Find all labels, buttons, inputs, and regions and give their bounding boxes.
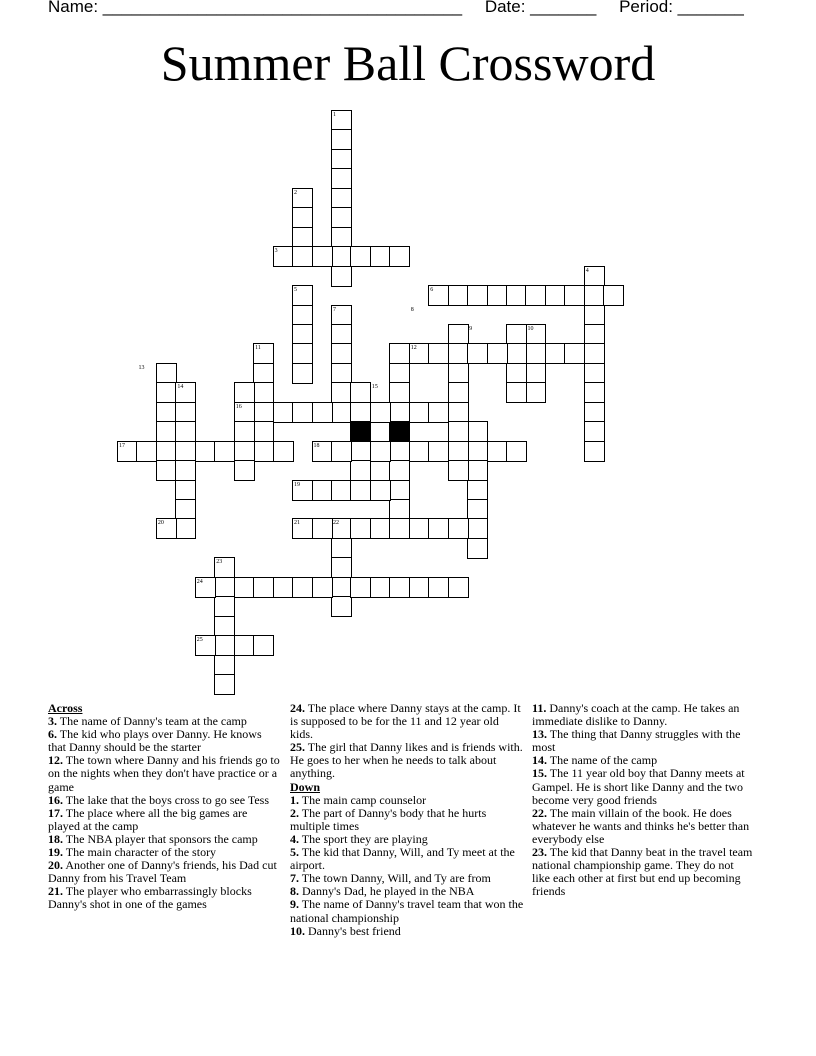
grid-cell[interactable] [175, 499, 196, 520]
grid-cell[interactable] [234, 441, 255, 462]
grid-cell[interactable] [331, 538, 352, 559]
clue-down-10: 10. Danny's best friend [290, 923, 401, 938]
clue-across-12: 12. The town where Danny and his friends go to on the nights when they don't have practice or a game [48, 753, 280, 794]
grid-cell[interactable] [467, 343, 488, 364]
grid-cell[interactable] [214, 674, 235, 695]
clue-number: 5 [294, 287, 298, 294]
grid-cell[interactable] [467, 285, 488, 306]
grid-cell[interactable] [331, 266, 352, 287]
grid-cell[interactable] [448, 460, 469, 481]
grid-cell[interactable] [175, 421, 196, 442]
grid-cell[interactable] [214, 577, 235, 598]
grid-cell[interactable] [136, 441, 157, 462]
grid-cell[interactable] [467, 460, 488, 481]
clue-number: 21 [294, 520, 301, 527]
grid-cell[interactable] [448, 382, 469, 403]
grid-cell[interactable] [428, 343, 449, 364]
grid-cell[interactable] [389, 460, 410, 481]
grid-cell[interactable] [214, 616, 235, 637]
grid-cell[interactable] [487, 285, 508, 306]
grid-cell[interactable] [331, 363, 352, 384]
grid-cell[interactable] [253, 577, 274, 598]
clue-number: 18 [313, 442, 320, 449]
grid-cell[interactable] [156, 421, 177, 442]
clue-down-23: 23. The kid that Danny beat in the travel team national championship game. They do not like each other at first but end up becoming friends [532, 845, 753, 899]
clues-column-1 [48, 702, 280, 912]
grid-cell[interactable] [312, 518, 333, 539]
grid-cell[interactable] [312, 246, 333, 267]
grid-cell[interactable] [234, 460, 255, 481]
grid-cell[interactable] [389, 480, 410, 501]
clue-across-16: 16. The lake that the boys cross to go see Tess [48, 792, 270, 807]
grid-cell[interactable] [389, 343, 410, 364]
black-square [389, 421, 410, 442]
grid-cell[interactable] [467, 499, 488, 520]
grid-cell[interactable] [234, 635, 255, 656]
grid-cell[interactable] [584, 324, 605, 345]
clue-number: 13 [138, 364, 145, 371]
grid-cell[interactable] [428, 402, 449, 423]
grid-cell[interactable] [370, 402, 391, 423]
grid-cell[interactable] [409, 402, 430, 423]
grid-cell[interactable] [584, 363, 605, 384]
grid-cell[interactable] [331, 168, 352, 189]
grid-cell[interactable] [525, 285, 546, 306]
down-heading: Down [290, 779, 321, 794]
clue-down-9: 9. The name of Danny's travel team that won the national championship [290, 897, 524, 925]
grid-cell[interactable] [584, 382, 605, 403]
grid-cell[interactable] [156, 382, 177, 403]
clue-number: 1 [332, 112, 336, 118]
grid-cell[interactable] [467, 518, 488, 539]
grid-cell[interactable] [175, 402, 196, 423]
clue-down-13: 13. The thing that Danny struggles with the most [532, 727, 741, 755]
grid-cell[interactable] [331, 596, 352, 617]
clue-number: 23 [216, 559, 223, 566]
grid-cell[interactable] [409, 441, 430, 462]
grid-cell[interactable] [292, 402, 313, 423]
grid-cell[interactable] [292, 324, 313, 345]
grid-cell[interactable] [312, 577, 333, 598]
grid-cell[interactable] [253, 363, 274, 384]
across-heading: Across [48, 701, 83, 715]
grid-cell[interactable] [312, 480, 333, 501]
clue-number: 8 [410, 306, 414, 313]
clue-number: 16 [235, 403, 242, 410]
clue-number: 6 [430, 287, 434, 294]
date-field[interactable]: Date: _______ [484, 0, 597, 16]
black-square [350, 421, 371, 442]
grid-cell[interactable] [331, 557, 352, 578]
grid-cell[interactable] [525, 382, 546, 403]
grid-cell[interactable] [253, 382, 274, 403]
grid-cell[interactable] [156, 402, 177, 423]
grid-cell[interactable] [253, 635, 274, 656]
grid-cell[interactable] [331, 343, 352, 364]
clue-number: 25 [196, 637, 203, 644]
grid-cell[interactable] [350, 480, 371, 501]
grid-cell[interactable] [506, 324, 527, 345]
grid-cell[interactable] [370, 246, 391, 267]
clue-number: 12 [410, 345, 417, 352]
grid-cell[interactable] [389, 382, 410, 403]
grid-cell[interactable] [448, 402, 469, 423]
clue-down-1: 1. The main camp counselor [290, 792, 427, 807]
clues-column-3 [532, 702, 754, 898]
grid-cell[interactable] [312, 402, 333, 423]
grid-cell[interactable] [214, 655, 235, 676]
clue-number: 9 [469, 325, 473, 332]
clues-column-2 [290, 702, 524, 938]
clue-number: 24 [196, 578, 203, 585]
grid-cell[interactable] [331, 441, 352, 462]
grid-cell[interactable] [234, 577, 255, 598]
grid-cell[interactable] [350, 441, 371, 462]
grid-cell[interactable] [234, 382, 255, 403]
clue-number: 7 [332, 306, 336, 313]
grid-cell[interactable] [389, 577, 410, 598]
grid-cell[interactable] [253, 441, 274, 462]
grid-cell[interactable] [370, 441, 391, 462]
clue-across-3: 3. The name of Danny's team at the camp [48, 714, 247, 729]
grid-cell[interactable] [389, 499, 410, 520]
clue-across-18: 18. The NBA player that sponsors the camp [48, 831, 258, 846]
name-field[interactable]: Name: ______________________________________ [48, 0, 463, 16]
clue-across-20: 20. Another one of Danny's friends, his Dad cut Danny from his Travel Team [48, 858, 277, 886]
clue-down-15: 15. The 11 year old boy that Danny meets at Gampel. He is short like Danny and the two become very good friends [532, 766, 745, 807]
grid-cell[interactable] [292, 246, 313, 267]
grid-cell[interactable] [448, 518, 469, 539]
clue-number: 2 [294, 189, 298, 196]
clue-number: 14 [177, 384, 184, 391]
grid-cell[interactable] [564, 343, 585, 364]
grid-cell[interactable] [234, 421, 255, 442]
grid-cell[interactable] [584, 441, 605, 462]
grid-cell[interactable] [428, 577, 449, 598]
grid-cell[interactable] [156, 441, 177, 462]
grid-cell[interactable] [292, 577, 313, 598]
grid-cell[interactable] [389, 402, 410, 423]
clue-number: 4 [585, 267, 589, 274]
grid-cell[interactable] [525, 363, 546, 384]
grid-cell[interactable] [292, 227, 313, 248]
grid-cell[interactable] [350, 382, 371, 403]
grid-cell[interactable] [331, 227, 352, 248]
grid-cell[interactable] [195, 441, 216, 462]
clue-number: 10 [527, 325, 534, 332]
grid-cell[interactable] [175, 460, 196, 481]
grid-cell[interactable] [331, 246, 352, 267]
grid-cell[interactable] [214, 635, 235, 656]
grid-cell[interactable] [253, 402, 274, 423]
clue-down-7: 7. The town Danny, Will, and Ty are from [290, 871, 491, 886]
grid-cell[interactable] [175, 441, 196, 462]
grid-cell[interactable] [350, 402, 371, 423]
grid-cell[interactable] [448, 343, 469, 364]
grid-cell[interactable] [370, 518, 391, 539]
grid-cell[interactable] [506, 441, 527, 462]
grid-cell[interactable] [156, 460, 177, 481]
clue-number: 3 [274, 248, 278, 255]
grid-cell[interactable] [175, 518, 196, 539]
grid-cell[interactable] [487, 343, 508, 364]
grid-cell[interactable] [156, 363, 177, 384]
clue-down-4: 4. The sport they are playing [290, 831, 428, 846]
grid-cell[interactable] [467, 480, 488, 501]
grid-cell[interactable] [331, 324, 352, 345]
grid-cell[interactable] [487, 441, 508, 462]
grid-cell[interactable] [253, 421, 274, 442]
grid-cell[interactable] [467, 441, 488, 462]
grid-cell[interactable] [409, 577, 430, 598]
grid-cell[interactable] [545, 285, 566, 306]
clue-number: 11 [255, 345, 261, 352]
clue-number: 20 [157, 520, 164, 527]
clue-number: 17 [119, 442, 125, 449]
grid-cell[interactable] [273, 441, 294, 462]
grid-cell[interactable] [292, 207, 313, 228]
grid-cell[interactable] [331, 577, 352, 598]
clue-across-6: 6. The kid who plays over Danny. He knows that Danny should be the starter [48, 727, 262, 755]
clue-across-21: 21. The player who embarrassingly blocks Danny's shot in one of the games [48, 884, 252, 912]
grid-cell[interactable] [428, 518, 449, 539]
grid-cell[interactable] [331, 129, 352, 150]
clue-down-2: 2. The part of Danny's body that he hurts multiple times [290, 805, 487, 833]
clue-across-19: 19. The main character of the story [48, 845, 217, 860]
grid-cell[interactable] [584, 285, 605, 306]
grid-cell[interactable] [331, 149, 352, 170]
grid-cell[interactable] [331, 188, 352, 209]
grid-cell[interactable] [350, 460, 371, 481]
grid-cell[interactable] [525, 343, 546, 364]
grid-cell[interactable] [389, 518, 410, 539]
grid-cell[interactable] [350, 518, 371, 539]
grid-cell[interactable] [370, 480, 391, 501]
grid-cell[interactable] [273, 577, 294, 598]
grid-cell[interactable] [273, 402, 294, 423]
clue-number: 15 [371, 384, 378, 391]
grid-cell[interactable] [448, 421, 469, 442]
clue-down-22: 22. The main villain of the book. He does whatever he wants and thinks he's better than everybody else [532, 805, 750, 846]
grid-cell[interactable] [389, 246, 410, 267]
grid-cell[interactable] [428, 441, 449, 462]
grid-cell[interactable] [331, 480, 352, 501]
clue-across-25: 25. The girl that Danny likes and is friends with. He goes to her when he needs to talk about anything. [290, 740, 523, 781]
grid-cell[interactable] [506, 285, 527, 306]
grid-cell[interactable] [214, 441, 235, 462]
clue-down-14: 14. The name of the camp [532, 753, 658, 768]
grid-cell[interactable] [584, 305, 605, 326]
grid-cell[interactable] [292, 305, 313, 326]
grid-cell[interactable] [214, 596, 235, 617]
clue-down-5: 5. The kid that Danny, Will, and Ty meet at the airport. [290, 845, 515, 873]
grid-cell[interactable] [506, 382, 527, 403]
clue-number: 22 [332, 520, 339, 527]
grid-cell[interactable] [331, 402, 352, 423]
grid-cell[interactable] [389, 363, 410, 384]
grid-cell[interactable] [545, 343, 566, 364]
grid-cell[interactable] [409, 518, 430, 539]
page-title: Summer Ball Crossword [160, 35, 656, 91]
grid-cell[interactable] [292, 343, 313, 364]
grid-cell[interactable] [175, 480, 196, 501]
clue-number: 19 [294, 481, 301, 488]
clue-down-11: 11. Danny's coach at the camp. He takes an immediate dislike to Danny. [532, 701, 740, 729]
grid-cell[interactable] [448, 441, 469, 462]
grid-cell[interactable] [331, 207, 352, 228]
grid-cell[interactable] [350, 577, 371, 598]
grid-cell[interactable] [584, 421, 605, 442]
grid-cell[interactable] [448, 577, 469, 598]
grid-cell[interactable] [506, 363, 527, 384]
grid-cell[interactable] [448, 285, 469, 306]
grid-cell[interactable] [506, 343, 527, 364]
grid-cell[interactable] [292, 363, 313, 384]
grid-cell[interactable] [584, 402, 605, 423]
grid-cell[interactable] [584, 343, 605, 364]
grid-cell[interactable] [448, 324, 469, 345]
grid-cell[interactable] [370, 577, 391, 598]
grid-cell[interactable] [467, 421, 488, 442]
grid-cell[interactable] [448, 363, 469, 384]
grid-cell[interactable] [564, 285, 585, 306]
grid-cell[interactable] [350, 246, 371, 267]
grid-cell[interactable] [331, 382, 352, 403]
clue-across-24: 24. The place where Danny stays at the camp. It is supposed to be for the 11 and 12 year old kids. [290, 701, 521, 742]
clue-across-17: 17. The place where all the big games are played at the camp [48, 805, 248, 833]
grid-cell[interactable] [467, 538, 488, 559]
grid-cell[interactable] [603, 285, 624, 306]
clue-down-8: 8. Danny's Dad, he played in the NBA [290, 884, 475, 899]
period-field[interactable]: Period: _______ [619, 0, 744, 16]
grid-cell[interactable] [389, 441, 410, 462]
